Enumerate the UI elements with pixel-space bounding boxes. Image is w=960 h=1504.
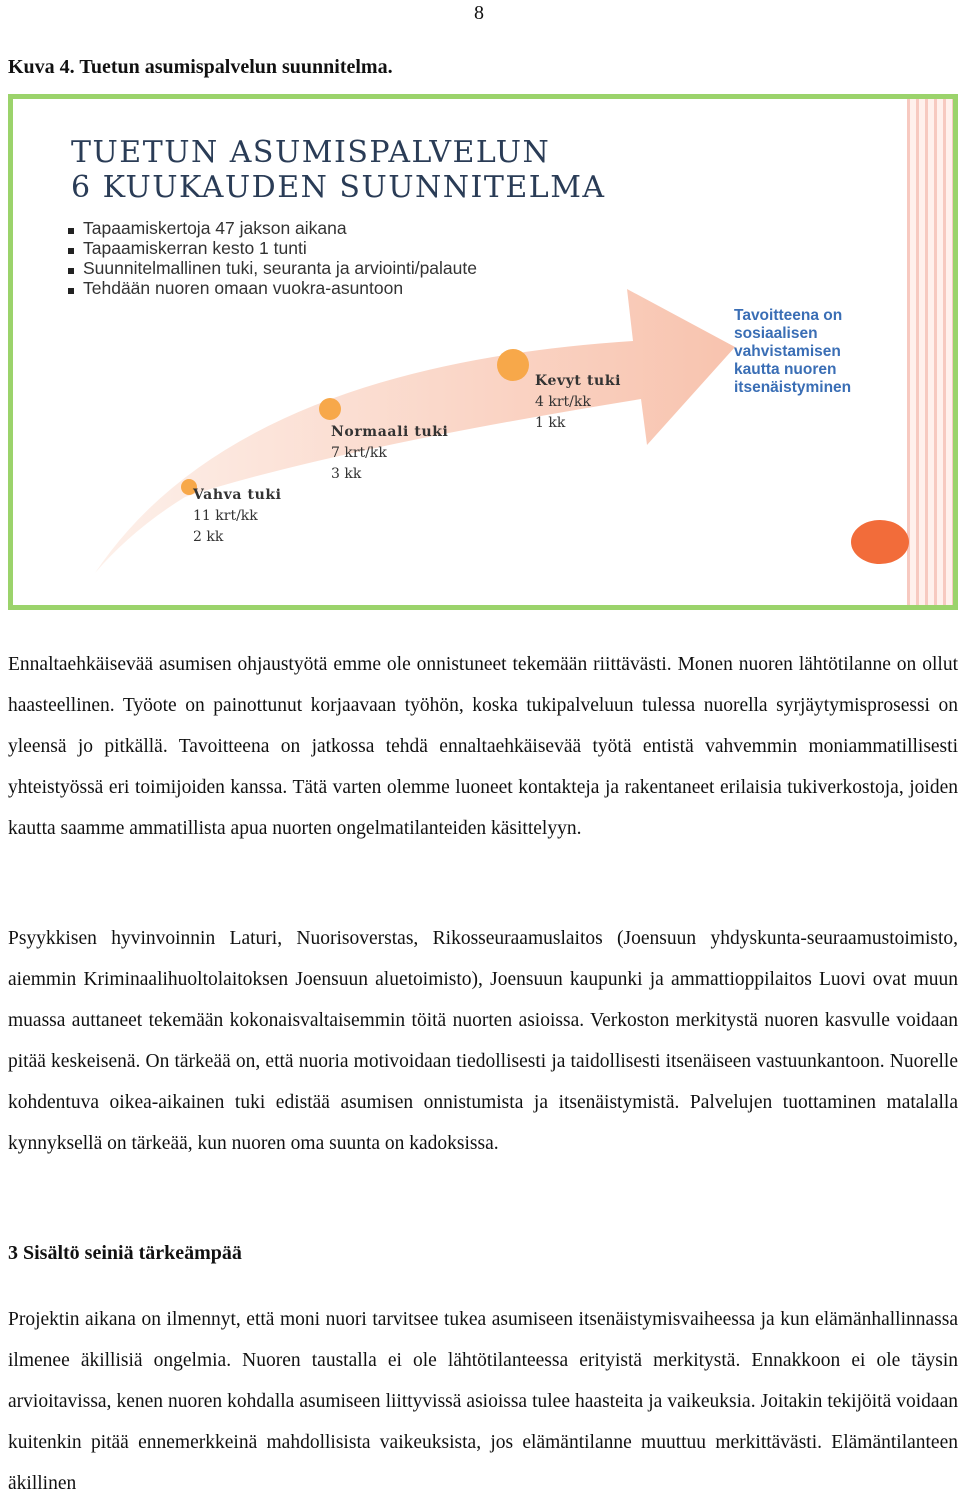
goal-text [734,307,924,397]
figure-title-line: 6 KUUKAUDEN SUUNNITELMA [71,170,606,205]
stage-name: Normaali tuki [331,424,449,440]
body-paragraph: Projektin aikana on ilmennyt, että moni nuori tarvitsee tukea asumiseen itsenäistymisvaiheessa ja kun elämänhallinnassa ilmenee äkillisiä ongelmia. Nuoren taustalla ei ole lähtötilanteessa erityistä merkitystä. Ennakkoon ei ole täysin arvioitavissa, kenen nuoren kohdalla asumiseen liittyvissä asioissa tulee haasteita ja vaikeuksia. Joitakin tekijöitä voidaan kuitenkin pitää ennemerkkeinä mahdollisista vaikeuksista, jos elämäntilanne muuttuu merkittävästi. Elämäntilanteen äkillinen [8,1309,958,1494]
figure-title-line: TUETUN ASUMISPALVELUN [71,135,551,170]
stage-name: Vahva tuki [193,487,282,503]
stage-normal-support [331,422,448,485]
stage-strong-support [193,485,282,548]
goal-line: vahvistamisen [734,343,841,360]
bullet-item: Tapaamiskertoja 47 jakson aikana [67,218,477,238]
goal-line: sosiaalisen [734,325,818,342]
stage-duration: 3 kk [331,466,362,482]
stage-dot [319,398,341,420]
goal-line: Tavoitteena on [734,307,843,324]
stage-frequency: 4 krt/kk [535,394,591,410]
bullet-item: Tehdään nuoren omaan vuokra-asuntoon [67,278,477,298]
support-plan-figure [8,94,958,610]
body-paragraph: Psyykkisen hyvinvoinnin Laturi, Nuorisoverstas, Rikosseuraamuslaitos (Joensuun yhdyskunta-seuraamustoimisto, aiemmin Kriminaalihuoltolaitoksen Joensuun aluetoimisto), Joensuun kaupunki ja ammattioppilaitos Luovi ovat muun muassa auttaneet tekemään kokonaisvaltaisemmin töitä nuorten asioissa. Verkoston merkitystä nuoren kasvulle voidaan pitää keskeisenä. On tärkeää on, että nuoria motivoidaan tiedollisesti ja taidollisesti itsenäiseen vastuunkantoon. Nuorelle kohdentuva oikea-aikainen tuki edistää asumisen onnistumista ja itsenäistymistä. Palvelujen tuottaminen matalalla kynnyksellä on tärkeää, kun nuoren oma suunta on kadoksissa. [8,928,958,1154]
figure-caption: Kuva 4. Tuetun asumispalvelun suunnitelma. [8,56,393,78]
stage-light-support [535,371,621,434]
bullet-item: Tapaamiskerran kesto 1 tunti [67,238,477,258]
stage-duration: 2 kk [193,529,224,545]
section-heading: 3 Sisältö seiniä tärkeämpää [8,1242,242,1264]
stage-frequency: 7 krt/kk [331,445,387,461]
stage-name: Kevyt tuki [535,373,622,389]
stage-duration: 1 kk [535,415,566,431]
bullet-item: Suunnitelmallinen tuki, seuranta ja arviointi/palaute [67,258,477,278]
page-number: 8 [474,2,484,24]
goal-line: itsenäistyminen [734,379,852,396]
goal-dot [851,520,909,564]
stage-frequency: 11 krt/kk [193,508,258,524]
body-paragraph: Ennaltaehkäisevää asumisen ohjaustyötä emme ole onnistuneet tekemään riittävästi. Monen nuoren lähtötilanne on ollut haasteellinen. Työote on painottunut korjaavaan työhön, koska tukipalveluun tulessa nuorella syrjäytymisprosessi on yleensä jo pitkällä. Tavoitteena on jatkossa tehdä ennaltaehkäisevää työtä entistä vahvemmin moniammatillisesti yhteistyössä eri toimijoiden kanssa. Tätä varten olemme luoneet kontakteja ja rakentaneet erilaisia tukiverkostoja, joiden kautta saamme ammatillista apua nuorten ongelmatilanteiden käsittelyyn. [8,654,958,839]
goal-line: kautta nuoren [734,361,837,378]
stage-dot [497,349,529,381]
